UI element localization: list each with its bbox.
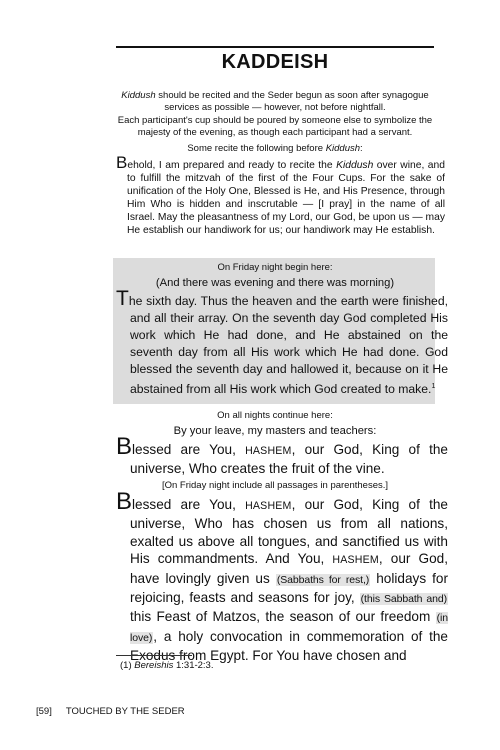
- some-recite-instruction: Some recite the following before Kiddush:: [187, 143, 363, 154]
- page-number: [59]: [36, 706, 52, 717]
- behold-paragraph: Behold, I am prepared and ready to recite the Kiddush over wine, and to fulfill the mitzvah of the first of the Four Cups. For the sake of unification of the Holy One, Blessed is He, and His Presence, through Him Who is hidden and inscrutable — [I pray] in the name of all Israel. May the pleasantness of my Lord, our God, be upon us — may He establish our handiwork for us; our handiwork may He establish.: [116, 153, 445, 236]
- page-footer: [36, 706, 199, 717]
- intro-rest: should be recited and the Seder begun as soon after synagogue services as possible — however, not before nightfall.: [155, 90, 429, 114]
- drop-cap: B: [116, 433, 133, 460]
- sabbath-parenthetical: (this Sabbath and): [360, 593, 447, 606]
- all-nights-instruction: On all nights continue here:: [217, 410, 333, 421]
- intro-instructions: [116, 90, 434, 140]
- friday-instruction: On Friday night begin here:: [217, 262, 333, 273]
- sabbath-parenthetical: (Sabbaths for rest,): [276, 573, 370, 586]
- festival-blessing: Blessed are You, HASHEM, our God, King of the universe, Who has chosen us from all nations, exalted us above all tongues, and sanctified us with His commandments. And You, HASHEM, our God, have lovingly given us (Sabbaths for rest,) holidays for rejoicing, feasts and seasons for joy, (this Sabbath and) this Feast of Matzos, the season of our freedom (in love), a holy convocation in commemoration of the Exodus from Egypt. For You have chosen and: [116, 488, 449, 664]
- footnote-ref: 1: [431, 383, 436, 391]
- evening-morning-line: (And there was evening and there was morning): [155, 277, 395, 289]
- drop-cap: T: [116, 287, 129, 310]
- wine-blessing: Blessed are You, HASHEM, our God, King of the universe, Who creates the fruit of the vine.: [116, 433, 448, 477]
- intro-line-1: [116, 90, 434, 115]
- sabbath-parenthetical: (in love): [130, 612, 448, 644]
- intro-line-2: Each participant's cup should be poured by someone else to symbolize the majesty of the evening, as though each participant had a servant.: [117, 114, 433, 139]
- by-your-leave-line: By your leave, my masters and teachers:: [173, 425, 377, 437]
- drop-cap: B: [116, 488, 133, 515]
- friday-parentheses-instruction: [On Friday night include all passages in parentheses.]: [161, 480, 389, 491]
- intro-kiddush-italic: Kiddush: [121, 90, 156, 101]
- sixth-day-paragraph: The sixth day. Thus the heaven and the earth were finished, and all their array. On the seventh day God completed His work which He had done, and He abstained on the seventh day from all His work which He had done. God blessed the seventh day and hallowed it, because on it He abstained from all His work which God created to make.$^1$: [116, 287, 448, 397]
- page-title: KADDEISH: [221, 51, 329, 73]
- footnote-rule: [116, 655, 192, 656]
- title-top-rule: [116, 46, 434, 48]
- running-title: TOUCHED BY THE SEDER: [65, 706, 185, 717]
- drop-cap: B: [116, 153, 128, 172]
- footnote: (1) Bereishis 1:31-2:3.: [120, 660, 214, 671]
